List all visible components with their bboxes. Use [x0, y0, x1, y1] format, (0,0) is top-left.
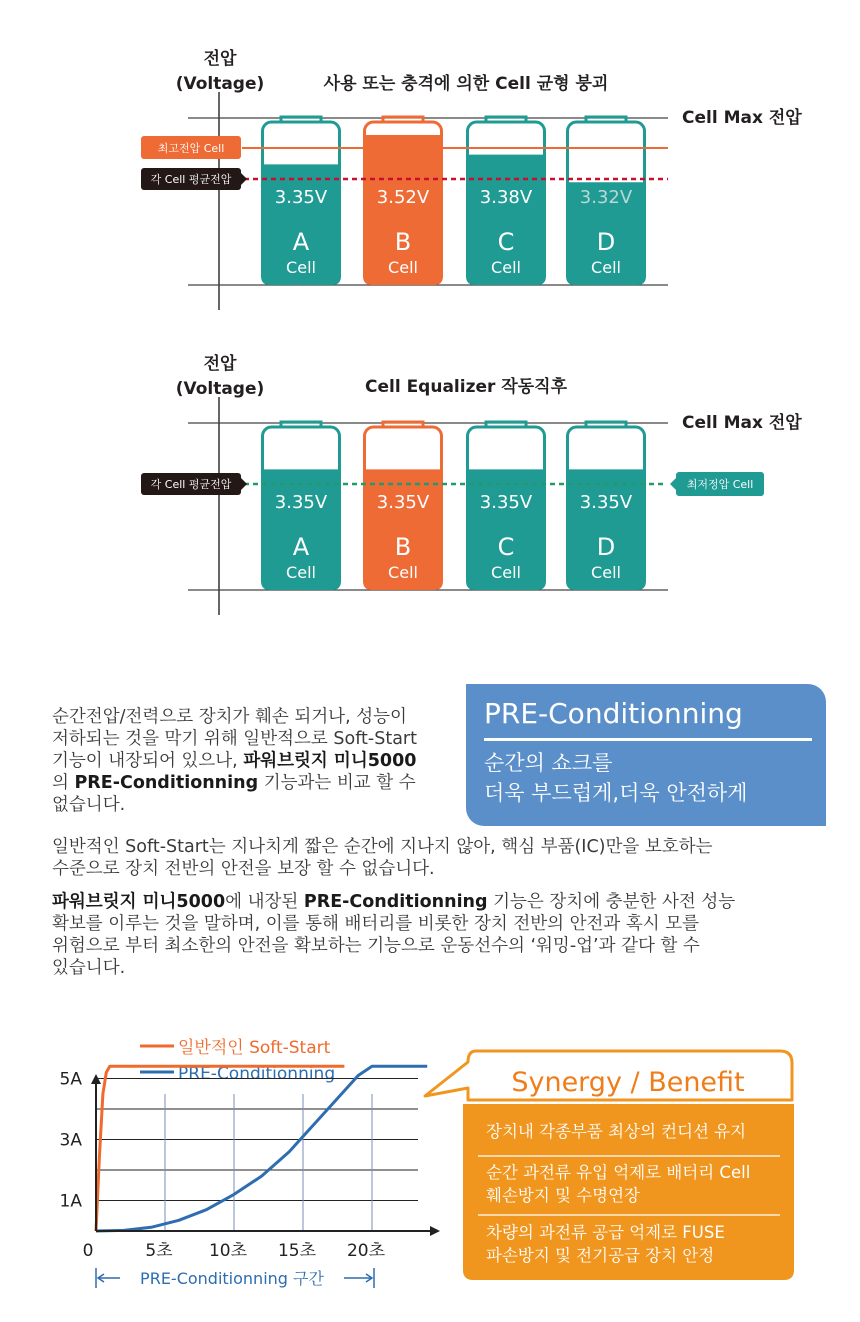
cell-letter: A [292, 228, 310, 256]
cell-d [566, 117, 646, 285]
cell-word: Cell [388, 258, 418, 277]
high-cell-tag-label: 최고전압 Cell [157, 142, 225, 155]
legend [140, 1037, 335, 1084]
y-label-line2: (Voltage) [175, 379, 265, 399]
cell-c [466, 117, 546, 285]
series [96, 1066, 427, 1231]
text-line: 위험으로 부터 최소한의 안전을 확보하는 기능으로 운동선수의 ‘워밍-업’과 같다 할 수 [52, 936, 700, 956]
cell-letter: B [394, 228, 412, 256]
y-tick-label: 5A [59, 1069, 82, 1090]
cell-letter: C [497, 228, 515, 256]
text-line: 일반적인 Soft-Start는 지나치게 짧은 순간에 지나지 않아, 핵심 부품(IC)만을 보호하는 [52, 837, 713, 857]
current-chart [0, 1020, 450, 1300]
text-span: 기능과는 비교 할 수 [258, 773, 416, 793]
synergy-title: Synergy / Benefit [511, 1067, 745, 1098]
text-span: 의 [52, 773, 75, 793]
y-label-line1: 전압 [203, 49, 237, 69]
feature-name: PRE-Conditionning [74, 773, 259, 793]
cell-voltage: 3.52V [376, 187, 430, 208]
text-line [52, 891, 812, 913]
product-name: 파워브릿지 미니5000 [243, 751, 417, 771]
cell-voltage: 3.35V [274, 187, 328, 208]
intro-paragraph [52, 706, 462, 816]
high-cell-tag [141, 136, 241, 159]
cell-word: Cell [286, 258, 316, 277]
pre-box-line1: 순간의 쇼크를 [484, 751, 613, 775]
x-tick-label: 10초 [208, 1241, 248, 1261]
pre-conditionning-title: PRE-Conditionning [484, 697, 743, 730]
x-tick-label: 15초 [277, 1241, 317, 1261]
x-tick-label: 5초 [145, 1241, 173, 1261]
product-name: 파워브릿지 미니5000 [52, 892, 226, 912]
average-voltage-tag [141, 473, 247, 495]
x-tick-label: 0 [82, 1241, 94, 1261]
cell-voltage: 3.35V [579, 492, 633, 513]
y-label-line1: 전압 [203, 354, 237, 374]
text-line: 수준으로 장치 전반의 안전을 보장 할 수 없습니다. [52, 859, 435, 879]
cell-balance-diagram-1 [0, 40, 860, 310]
max-voltage-label: Cell Max 전압 [682, 108, 802, 128]
text-line [52, 772, 462, 794]
y-tick-label: 3A [59, 1130, 82, 1151]
pre-conditionning-box [466, 684, 826, 826]
feature-paragraph [52, 891, 812, 979]
x-tick-label: 20초 [346, 1241, 386, 1261]
synergy-benefit-callout [420, 1048, 800, 1288]
cell-letter: C [497, 533, 515, 561]
cell-word: Cell [286, 563, 316, 582]
softstart-paragraph [52, 836, 812, 880]
text-line: 순간전압/전력으로 장치가 훼손 되거나, 성능이 [52, 707, 407, 727]
benefit-3-line1: 차량의 과전류 공급 억제로 FUSE [486, 1223, 725, 1242]
pre-box-line2: 더욱 부드럽게,더욱 안전하게 [484, 781, 748, 805]
cell-a [261, 117, 341, 285]
cell-c [466, 422, 546, 590]
cell-letter: D [596, 228, 616, 256]
text-line: 있습니다. [52, 958, 126, 978]
low-cell-tag-label: 최저정압 Cell [686, 478, 754, 491]
y-label-line2: (Voltage) [175, 74, 265, 94]
grid [96, 1079, 418, 1232]
text-line: 확보를 이루는 것을 말하며, 이를 통해 배터리를 비롯한 장치 전반의 안전과 혹시 모를 [52, 914, 700, 934]
text-span: 기능은 장치에 충분한 사전 성능 [487, 892, 736, 912]
cell-letter: A [292, 533, 310, 561]
cell-letter: D [596, 533, 616, 561]
cell-voltage: 3.32V [579, 187, 633, 208]
cell-a [261, 422, 341, 590]
max-voltage-label: Cell Max 전압 [682, 413, 802, 433]
cell-voltage: 3.35V [274, 492, 328, 513]
benefit-2-line1: 순간 과전류 유입 억제로 배터리 Cell [486, 1163, 751, 1182]
diagram-title: 사용 또는 충격에 의한 Cell 균형 붕괴 [323, 74, 609, 94]
cell-word: Cell [591, 563, 621, 582]
cell-word: Cell [591, 258, 621, 277]
series-line-soft-start [96, 1066, 344, 1231]
cell-d [566, 422, 646, 590]
text-line: 없습니다. [52, 795, 126, 815]
benefit-1-line1: 장치내 각종부품 최상의 컨디션 유지 [486, 1122, 747, 1141]
low-cell-tag [670, 472, 764, 496]
feature-name: PRE-Conditionning [303, 892, 488, 912]
benefit-3-line2: 파손방지 및 전기공급 장치 안정 [486, 1246, 715, 1265]
average-voltage-tag-label: 각 Cell 평균전압 [150, 478, 232, 491]
cells [261, 117, 646, 285]
y-tick-label: 1A [59, 1191, 82, 1212]
benefit-2-line2: 훼손방지 및 수명연장 [486, 1186, 640, 1205]
cell-balance-diagram-2 [0, 345, 860, 615]
legend-label-pre-conditionning: PRE-Conditionning [178, 1064, 336, 1084]
range-label: PRE-Conditionning 구간 [140, 1269, 324, 1288]
text-line: 저하되는 것을 막기 위해 일반적으로 Soft-Start [52, 729, 417, 749]
series-line-pre-conditionning [96, 1066, 427, 1231]
legend-label-soft-start: 일반적인 Soft-Start [178, 1038, 331, 1058]
cells [261, 422, 646, 590]
text-span: 에 내장된 [225, 892, 304, 912]
diagram-title: Cell Equalizer 작동직후 [364, 377, 568, 397]
range-indicator [96, 1268, 374, 1288]
average-voltage-tag-label: 각 Cell 평균전압 [150, 173, 232, 186]
text-line [52, 750, 462, 772]
text-span: 기능이 내장되어 있으나, [52, 751, 244, 771]
divider [484, 738, 812, 741]
cell-b [363, 117, 443, 285]
axes [91, 1074, 440, 1236]
cell-word: Cell [491, 258, 521, 277]
cell-voltage: 3.35V [376, 492, 430, 513]
cell-b [363, 422, 443, 590]
cell-voltage: 3.35V [479, 492, 533, 513]
cell-voltage: 3.38V [479, 187, 533, 208]
cell-letter: B [394, 533, 412, 561]
cell-word: Cell [388, 563, 418, 582]
average-voltage-tag [141, 168, 247, 190]
cell-word: Cell [491, 563, 521, 582]
